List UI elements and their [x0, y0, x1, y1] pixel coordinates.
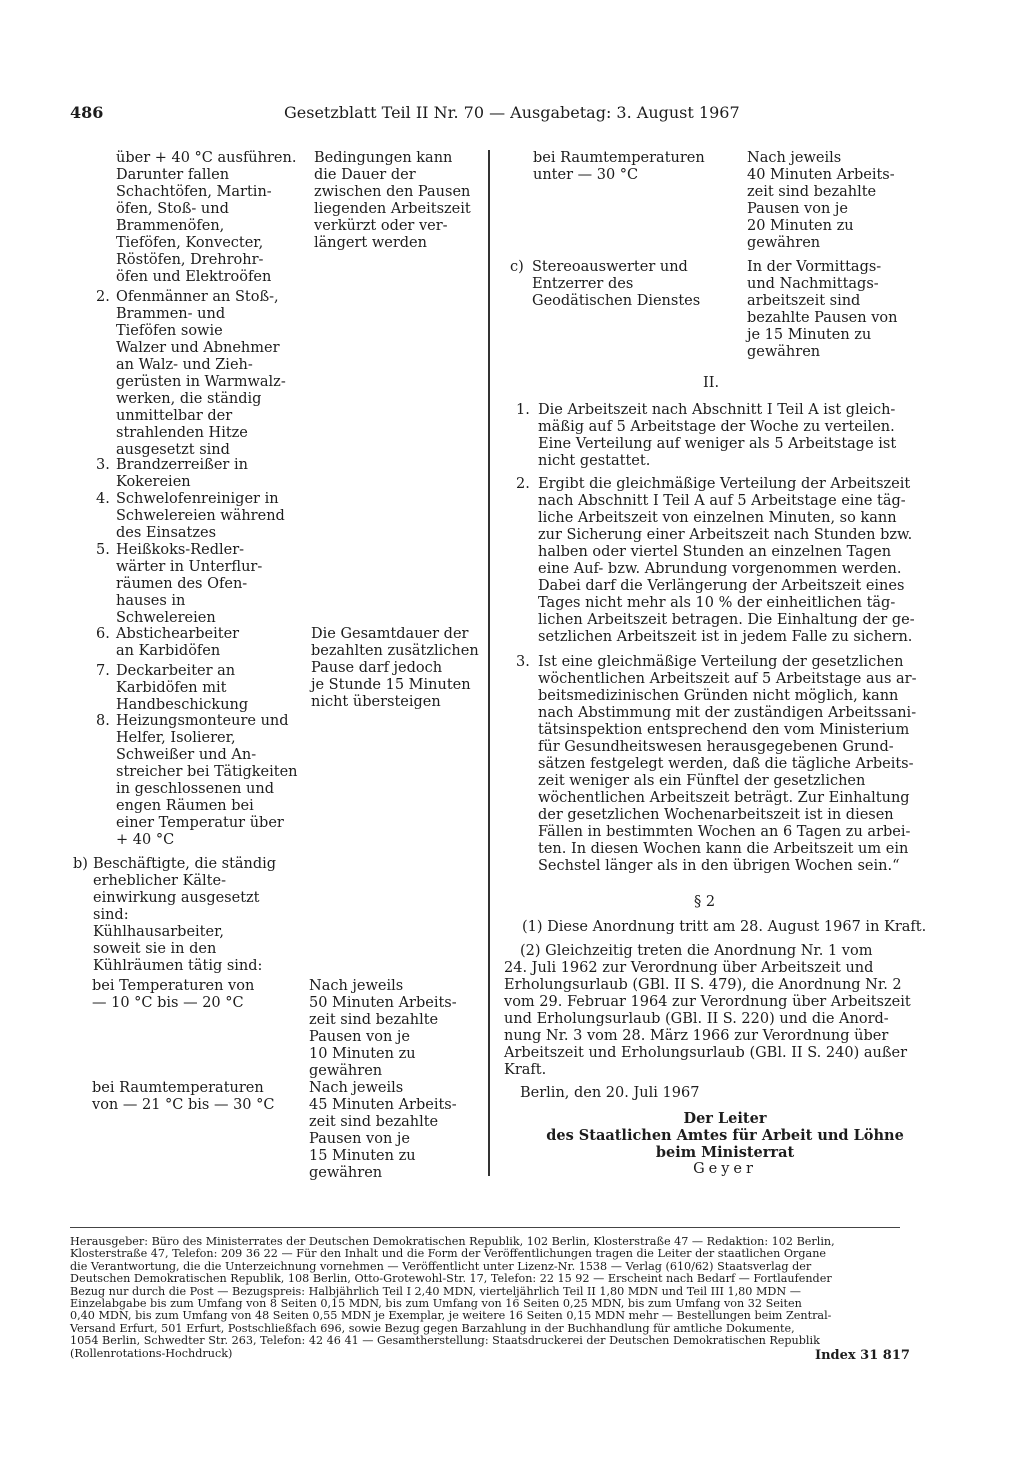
total-pause-block: Die Gesamtdauer der bezahlten zusätzlichen Pause darf jedoch je Stunde 15 Minuten nicht übersteigen — [311, 626, 479, 710]
list-item-2: 2. Ofenmänner an Stoß-, Brammen- und Tieföfen sowie Walzer und Abnehmer an Walz- und Zieh- gerüsten in Warmwalz- werken, die ständig unmittelbar der strahlenden Hitze ausgesetzt sind — [96, 289, 286, 458]
section-heading-2: § 2 — [694, 894, 716, 910]
list-item-c: c) Stereoauswerter und Entzerrer des Geodätischen Dienstes — [510, 259, 701, 309]
paragraph-1: 1. Die Arbeitszeit nach Abschnitt I Teil A ist gleich- mäßig auf 5 Arbeitstage der Woche zu verteilen. Eine Verteilung auf weniger als 5 Arbeitstage ist nicht gestattet. — [516, 402, 897, 469]
footer-rule — [70, 1227, 900, 1228]
item1-continuation: über + 40 °C ausführen. Darunter fallen Schachtöfen, Martin- öfen, Stoß- und Brammenöfen, Tieföfen, Konvecter, Röstöfen, Drehrohr- öfen und Elektroöfen — [116, 150, 297, 285]
page-number: 486 — [70, 103, 104, 122]
temp-range-2: bei Raumtemperaturen von — 21 °C bis — 30 °C — [92, 1080, 275, 1113]
list-item-5: 5. Heißkoks-Redler- wärter in Unterflur- räumen des Ofen- hauses in Schwelereien — [96, 542, 263, 626]
list-item-4: 4. Schwelofenreiniger in Schwelereien während des Einsatzes — [96, 491, 285, 541]
section2-para2: (2) Gleichzeitig treten die Anordnung Nr. 1 vom 24. Juli 1962 zur Verordnung über Arbeitszeit und Erholungsurlaub (GBl. II S. 479), die Anordnung Nr. 2 vom 29. Februar 1964 zur Verordnung über Arbeitszeit und Erholungsurlaub (GBl. II S. 220) und die Anord- nung Nr. 3 vom 28. März 1966 zur Verordnung über Arbeitszeit und Erholungsurlaub (GBl. II S. 240) außer Kraft. — [504, 943, 911, 1078]
list-item-7: 7. Deckarbeiter an Karbidöfen mit Handbeschickung — [96, 663, 249, 713]
temp-range-1: bei Temperaturen von — 10 °C bis — 20 °C — [92, 978, 255, 1011]
index-number: Index 31 817 — [815, 1348, 910, 1363]
paragraph-2: 2. Ergibt die gleichmäßige Verteilung der Arbeitszeit nach Abschnitt I Teil A auf 5 Arbeitstage eine täg- liche Arbeitszeit von einzelnen Minuten, so kann zur Sicherung einer Arbeitszeit nach Stunden bzw. halben oder viertel Stunden an einzelnen Tagen eine Auf- bzw. Abrundung vorgenommen werden. Dabei darf die Verlängerung der Arbeitszeit eines Tages nicht mehr als 10 % der einheitlichen täg- lichen Arbeitszeit betragen. Die Einhaltung der ge- setzlichen Arbeitszeit ist in jedem Falle zu sichern. — [516, 476, 915, 645]
paragraph-3: 3. Ist eine gleichmäßige Verteilung der gesetzlichen wöchentlichen Arbeitszeit auf 5 Arbeitstage aus ar- beitsmedizinischen Gründen nicht möglich, kann nach Abstimmung mit der zuständigen Arbeitssani- tätsinspektion entsprechend den vom Ministerium für Gesundheitswesen herausgegebenen Grund- sätzen festgelegt werden, daß die tägliche Arbeits- zeit weniger als ein Fünftel der gesetzlichen wöchentlichen Arbeitszeit beträgt. Zur Einhaltung der gesetzlichen Wochenarbeitszeit ist in diesen Fällen in bestimmten Wochen an 6 Tagen zu arbei- ten. In diesen Wochen kann die Arbeitszeit um ein Sechstel länger als in den übrigen Wochen sein.“ — [516, 654, 917, 874]
imprint: Herausgeber: Büro des Ministerrates der Deutschen Demokratischen Republik, 102 Berlin, Klosterstraße 47 — Redaktion: 102 Berlin, Klosterstraße 47, Telefon: 209 36 22 — Für den Inhalt und die Form der Veröffentlichungen tragen die Leiter der staatlichen Organe die Verantwortung, die die Unterzeichnung vornehmen — Veröffentlicht unter Lizenz-Nr. 1538 — Verlag (610/62) Staatsverlag der Deutschen Demokratischen Republik, 108 Berlin, Otto-Grotewohl-Str. 17, Telefon: 22 15 92 — Erscheint nach Bedarf — Fortlaufender Bezug nur durch die Post — Bezugspreis: Halbjährlich Teil I 2,40 MDN, vierteljährlich Teil II 1,80 MDN und Teil III 1,80 MDN — Einzelabgabe bis zum Umfang von 8 Seiten 0,15 MDN, bis zum Umfang von 16 Seiten 0,25 MDN, bis zum Umfang von 32 Seiten 0,40 MDN, bis zum Umfang von 48 Seiten 0,55 MDN je Exemplar, je weitere 16 Seiten 0,15 MDN mehr — Bestellungen beim Zentral- Versand Erfurt, 501 Erfurt, Postschließfach 696, sowie Bezug gegen Barzahlung in der Buchhandlung für amtliche Dokumente, 1054 Berlin, Schwedter Str. 263, Telefon: 42 46 41 — Gesamtherstellung: Staatsdruckerei der Deutschen Demokratischen Republik (Rollenrotations-Hochdruck) — [70, 1235, 835, 1360]
pause-rule-2: Nach jeweils 45 Minuten Arbeits- zeit sind bezahlte Pausen von je 15 Minuten zu gewähren — [309, 1080, 457, 1181]
list-item-b: b) Beschäftigte, die ständig erheblicher Kälte- einwirkung ausgesetzt sind: Kühlhausarbeiter, soweit sie in den Kühlräumen tätig sind: — [73, 856, 277, 974]
signature-block: Der Leiter des Staatlichen Amtes für Arbeit und Löhne beim Ministerrat Geyer — [520, 1110, 930, 1178]
list-item-3: 3. Brandzerreißer in Kokereien — [96, 457, 248, 490]
temp-range-3: bei Raumtemperaturen unter — 30 °C — [533, 150, 705, 183]
pause-rule-1: Nach jeweils 50 Minuten Arbeits- zeit sind bezahlte Pausen von je 10 Minuten zu gewähren — [309, 978, 457, 1079]
column-divider — [488, 150, 490, 1176]
pause-rule-c: In der Vormittags- und Nachmittags- arbeitszeit sind bezahlte Pausen von je 15 Minuten zu gewähren — [747, 259, 898, 360]
signatory-name: Geyer — [693, 1161, 757, 1177]
conditions-block: Bedingungen kann die Dauer der zwischen den Pausen liegenden Arbeitszeit verkürzt oder ver- längert werden — [314, 150, 471, 251]
list-item-8: 8. Heizungsmonteure und Helfer, Isolierer, Schweißer und An- streicher bei Tätigkeiten in geschlossenen und engen Räumen bei einer Temperatur über + 40 °C — [96, 713, 298, 848]
signing-date: Berlin, den 20. Juli 1967 — [520, 1085, 700, 1101]
section-heading-II: II. — [703, 375, 720, 391]
section2-para1: (1) Diese Anordnung tritt am 28. August 1967 in Kraft. — [522, 919, 927, 935]
gazette-title: Gesetzblatt Teil II Nr. 70 — Ausgabetag: 3. August 1967 — [284, 103, 740, 122]
pause-rule-3: Nach jeweils 40 Minuten Arbeits- zeit sind bezahlte Pausen von je 20 Minuten zu gewähren — [747, 150, 895, 251]
list-item-6: 6. Abstichearbeiter an Karbidöfen — [96, 626, 240, 659]
